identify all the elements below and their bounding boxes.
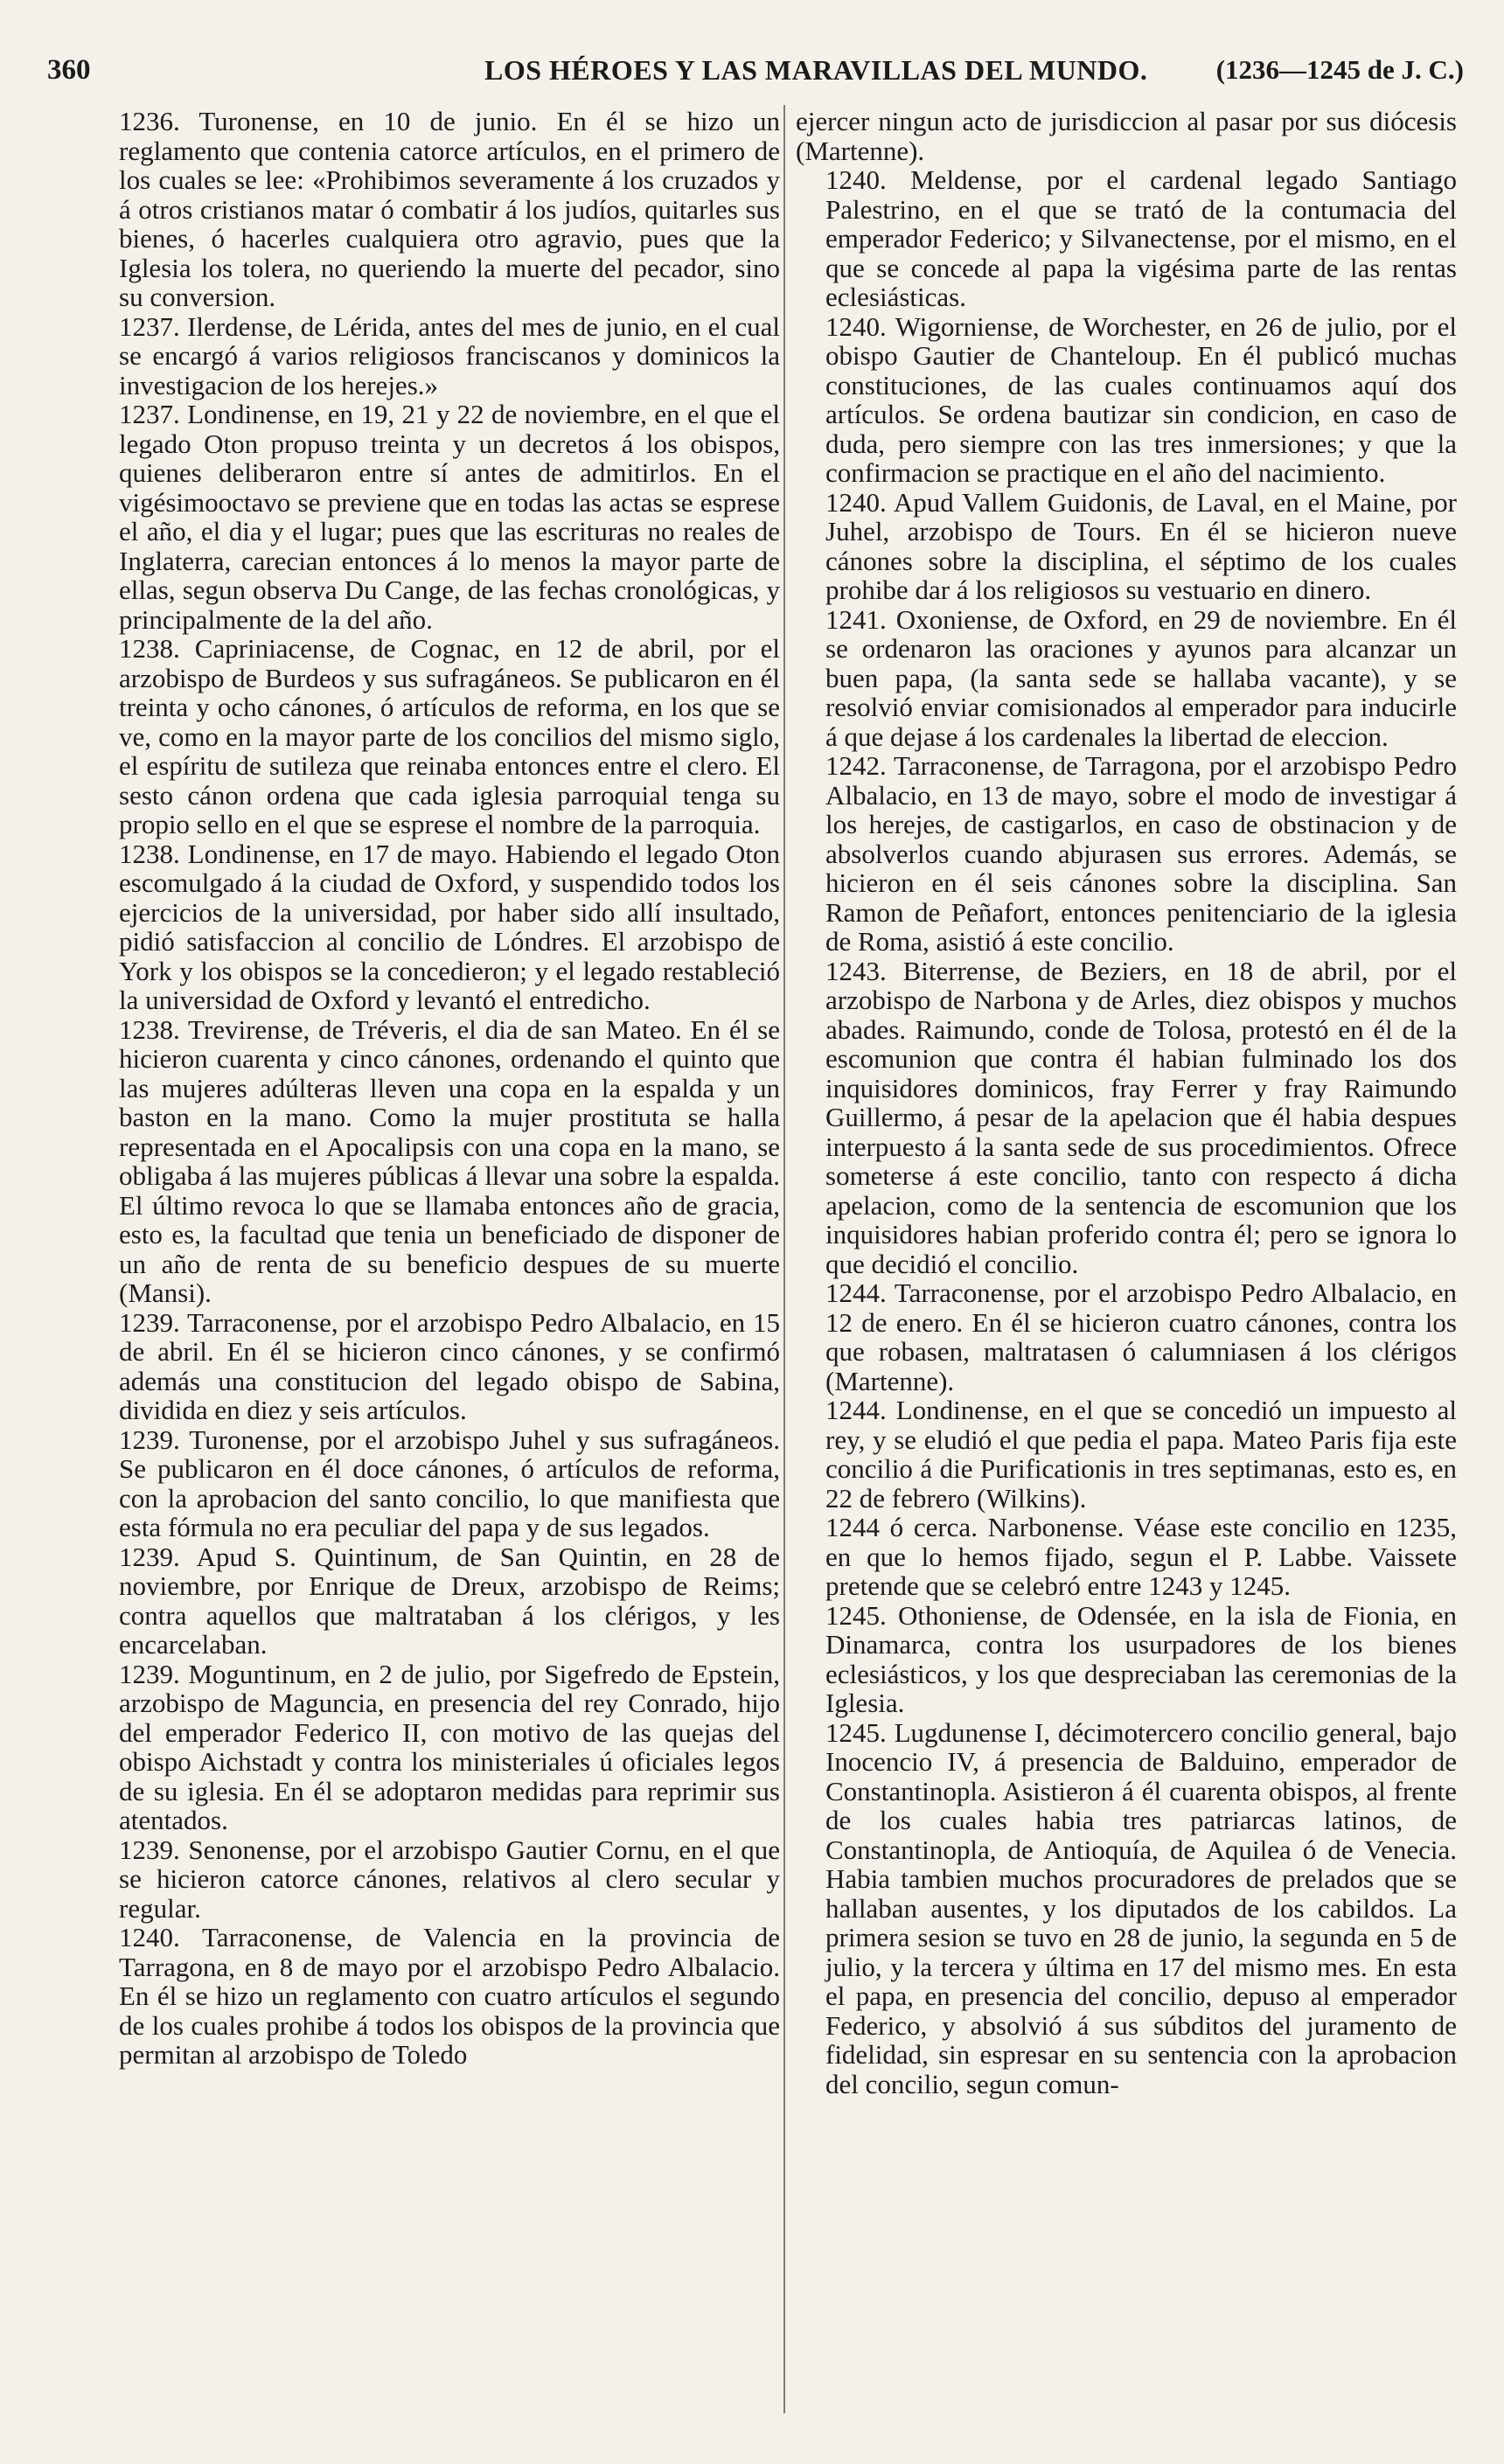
page-number: 360	[47, 54, 91, 86]
paragraph: 1237. Ilerdense, de Lérida, antes del mes de junio, en el cual se encargó á varios religiosos franciscanos y dominicos la investigacion de los herejes.»	[119, 310, 780, 400]
paragraph: 1237. Londinense, en 19, 21 y 22 de noviembre, en el que el legado Oton propuso treinta y un decretos á los obispos, quienes deliberaron entre sí antes de admitirlos. En el vigésimooctavo se previene que en todas las actas se esprese el año, el dia y el lugar; pues que las escrituras no reales de Inglaterra, carecian entonces á lo menos la mayor parte de ellas, segun observa Du Cange, de las fechas cronológicas, y principalmente de la del año.	[119, 399, 780, 635]
paragraph: 1239. Tarraconense, por el arzobispo Pedro Albalacio, en 15 de abril. En él se hicieron cinco cánones, y se confirmó además una constitucion del legado obispo de Sabina, dividida en diez y seis artículos.	[119, 1306, 780, 1425]
paragraph: 1244 ó cerca. Narbonense. Véase este concilio en 1235, en que lo hemos fijado, segun el P. Labbe. Vaissete pretende que se celebró entre 1243 y 1245.	[825, 1512, 1457, 1601]
paragraph: 1239. Moguntinum, en 2 de julio, por Sigefredo de Epstein, arzobispo de Maguncia, en presencia del rey Conrado, hijo del emperador Federico II, con motivo de las quejas del obispo Aichstadt y contra los ministeriales ú oficiales legos de su iglesia. En él se adoptaron medidas para reprimir sus atentados.	[119, 1658, 780, 1835]
paragraph: 1239. Apud S. Quintinum, de San Quintin, en 28 de noviembre, por Enrique de Dreux, arzobispo de Reims; contra aquellos que maltrataban á los clérigos, y les encarcelaban.	[119, 1541, 780, 1660]
paragraph: 1244. Tarraconense, por el arzobispo Pedro Albalacio, en 12 de enero. En él se hicieron cuatro cánones, contra los que robasen, maltratasen ó calumniasen á los clérigos (Martenne).	[825, 1277, 1457, 1396]
paragraph: ejercer ningun acto de jurisdiccion al pasar por sus diócesis (Martenne).	[796, 106, 1457, 166]
paragraph: 1245. Othoniense, de Odensée, en la isla de Fionia, en Dinamarca, contra los usurpadores de los bienes eclesiásticos, y los que despreciaban las ceremonias de la Iglesia.	[825, 1599, 1457, 1718]
column-divider	[783, 105, 785, 2413]
right-column	[796, 107, 1457, 2099]
paragraph: 1238. Trevirense, de Tréveris, el dia de san Mateo. En él se hicieron cuarenta y cinco cánones, ordenando el quinto que las mujeres adúlteras lleven una copa en la espalda y un baston en la mano. Como la mujer prostituta se halla representada en el Apocalipsis con una copa en la mano, se obligaba á las mujeres públicas á llevar una sobre la espalda. El último revoca lo que se llamaba entonces año de gracia, esto es, la facultad que tenia un beneficiado de disponer de un año de renta de su beneficio despues de su muerte (Mansi).	[119, 1013, 780, 1308]
paragraph: 1239. Turonense, por el arzobispo Juhel y sus sufragáneos. Se publicaron en él doce cánones, ó artículos de reforma, con la aprobacion del santo concilio, lo que manifiesta que esta fórmula no era peculiar del papa y de sus legados.	[119, 1423, 780, 1542]
paragraph: 1240. Apud Vallem Guidonis, de Laval, en el Maine, por Juhel, arzobispo de Tours. En él se hicieron nueve cánones sobre la disciplina, el séptimo de los cuales prohibe dar á los religiosos su vestuario en dinero.	[825, 486, 1457, 605]
date-range: (1236—1245 de J. C.)	[1215, 54, 1464, 85]
paragraph: 1245. Lugdunense I, décimotercero concilio general, bajo Inocencio IV, á presencia de Balduino, emperador de Constantinopla. Asistieron á él cuarenta obispos, al frente de los cuales habia tres patriarcas latinos, de Constantinopla, de Antioquía, de Aquilea ó de Venecia. Habia tambien muchos procuradores de prelados que se hallaban ausentes, y los diputados de los cabildos. La primera sesion se tuvo en 28 de junio, la segunda en 5 de julio, y la tercera y última en 17 del mismo mes. En esta el papa, en presencia del concilio, depuso al emperador Federico, y absolvió á sus súbditos del juramento de fidelidad, sin espresar en su sentencia con la aprobacion del concilio, segun comun-	[825, 1716, 1457, 2099]
paragraph: 1243. Biterrense, de Beziers, en 18 de abril, por el arzobispo de Narbona y de Arles, diez obispos y muchos abades. Raimundo, conde de Tolosa, protestó en él de la escomunion que contra él habian fulminado los dos inquisidores dominicos, fray Ferrer y fray Raimundo Guillermo, á pesar de la apelacion que él habia despues interpuesto á la santa sede de sus procedimientos. Ofrece someterse á este concilio, tanto con respecto á dicha apelacion, como de la sentencia de escomunion que los inquisidores habian proferido contra él; pero se ignora lo que decidió el concilio.	[825, 955, 1457, 1279]
paragraph: 1238. Capriniacense, de Cognac, en 12 de abril, por el arzobispo de Burdeos y sus sufragáneos. Se publicaron en él treinta y ocho cánones, ó artículos de reforma, en los que se ve, como en la mayor parte de los concilios del mismo siglo, el espíritu de sutileza que reinaba entonces entre el clero. El sesto cánon ordena que cada iglesia parroquial tenga su propio sello en el que se esprese el nombre de la parroquia.	[119, 633, 780, 839]
paragraph: 1239. Senonense, por el arzobispo Gautier Cornu, en el que se hicieron catorce cánones, relativos al clero secular y regular.	[119, 1834, 780, 1924]
paragraph: 1244. Londinense, en el que se concedió un impuesto al rey, y se eludió el que pedia el papa. Mateo Paris fija este concilio á die Purificationis in tres septimanas, esto es, en 22 de febrero (Wilkins).	[825, 1395, 1457, 1514]
running-header	[47, 54, 1464, 98]
paragraph: 1240. Tarraconense, de Valencia en la provincia de Tarragona, en 8 de mayo por el arzobispo Pedro Albalacio. En él se hizo un reglamento con cuatro artículos el segundo de los cuales prohibe á todos los obispos de la provincia que permitan al arzobispo de Toledo	[119, 1922, 780, 2070]
left-column	[89, 107, 780, 2070]
paragraph: 1240. Meldense, por el cardenal legado Santiago Palestrino, en el que se trató de la contumacia del emperador Federico; y Silvanectense, por el mismo, en el que se concede al papa la vigésima parte de las rentas eclesiásticas.	[825, 164, 1457, 312]
paragraph: 1242. Tarraconense, de Tarragona, por el arzobispo Pedro Albalacio, en 13 de mayo, sobre el modo de investigar á los herejes, de castigarlos, en caso de obstinacion y de absolverlos cuando abjurasen sus errores. Además, se hicieron en él seis cánones sobre la disciplina. San Ramon de Peñafort, entonces penitenciario de la iglesia de Roma, asistió á este concilio.	[825, 750, 1457, 957]
paragraph: 1236. Turonense, en 10 de junio. En él se hizo un reglamento que contenia catorce artículos, en el primero de los cuales se lee: «Prohibimos severamente á los cruzados y á otros cristianos matar ó combatir á los judíos, quitarles sus bienes, ó hacerles cualquiera otro agravio, pues que la Iglesia los tolera, no queriendo la muerte del pecador, sino su conversion.	[119, 106, 780, 312]
paragraph: 1238. Londinense, en 17 de mayo. Habiendo el legado Oton escomulgado á la ciudad de Oxford, y suspendido todos los ejercicios de la universidad, por haber sido allí insultado, pidió satisfaccion al concilio de Lóndres. El arzobispo de York y los obispos se la concedieron; y el legado restableció la universidad de Oxford y levantó el entredicho.	[119, 838, 780, 1015]
paragraph: 1240. Wigorniense, de Worchester, en 26 de julio, por el obispo Gautier de Chanteloup. En él publicó muchas constituciones, de las cuales continuamos aquí dos artículos. Se ordena bautizar sin condicion, en caso de duda, pero siempre con las tres inmersiones; y que la confirmacion se practique en el año del nacimiento.	[825, 310, 1457, 488]
running-title: LOS HÉROES Y LAS MARAVILLAS DEL MUNDO.	[484, 54, 1148, 86]
paragraph: 1241. Oxoniense, de Oxford, en 29 de noviembre. En él se ordenaron las oraciones y ayunos para alcanzar un buen papa, (la santa sede se hallaba vacante), y se resolvió enviar comisionados al emperador para inducirle á que dejase á los cardenales la libertad de eleccion.	[825, 603, 1457, 752]
